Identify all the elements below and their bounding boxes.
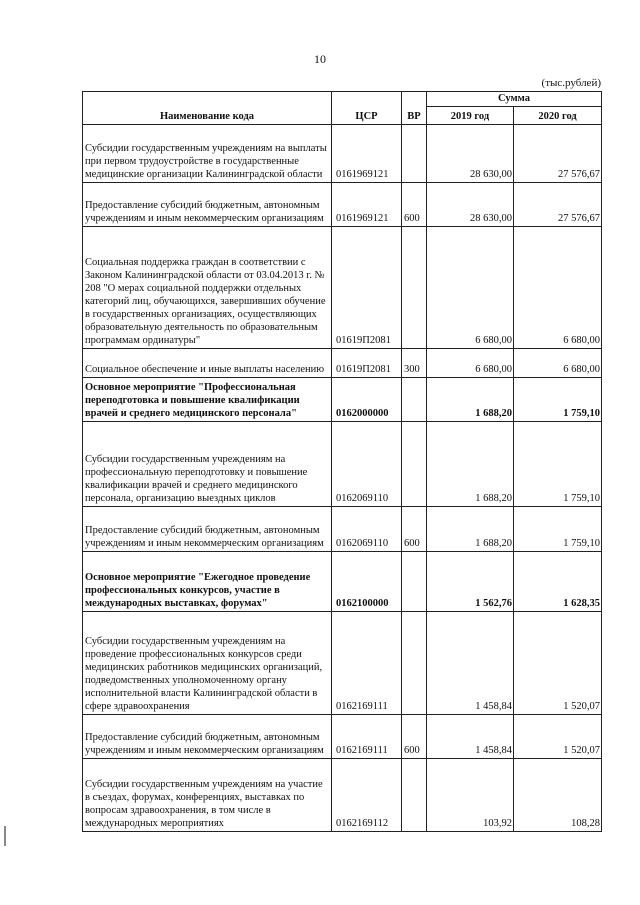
table-row <box>83 715 602 759</box>
row-csr: 0161969121 <box>332 183 402 227</box>
row-2019: 28 630,00 <box>427 183 514 227</box>
row-csr: 0162069110 <box>332 507 402 552</box>
row-name: Основное мероприятие "Профессиональная переподготовка и повышение квалификации врачей и среднего медицинского персонала" <box>83 378 332 422</box>
row-2020: 1 520,07 <box>514 715 602 759</box>
row-2019: 28 630,00 <box>427 125 514 183</box>
row-2019: 6 680,00 <box>427 349 514 378</box>
table-row <box>83 227 602 349</box>
header-2020: 2020 год <box>514 107 602 125</box>
row-csr: 0162069110 <box>332 422 402 507</box>
row-vr: 300 <box>402 349 427 378</box>
row-2020: 1 628,35 <box>514 552 602 612</box>
row-2020: 1 759,10 <box>514 378 602 422</box>
row-vr <box>402 227 427 349</box>
row-name: Социальная поддержка граждан в соответствии с Законом Калининградской области от 03.04.2013 г. № 208 "О мерах социальной поддержки отдельных категорий лиц, обучающихся, завершивших обучение в государственных организациях, осуществляющих образовательную деятельность по образовательным программам ординатуры" <box>83 227 332 349</box>
table-row <box>83 125 602 183</box>
row-2020: 27 576,67 <box>514 125 602 183</box>
units-label: (тыс.рублей) <box>541 77 601 89</box>
row-2020: 1 520,07 <box>514 612 602 715</box>
row-vr <box>402 378 427 422</box>
table-row-main-activity <box>83 378 602 422</box>
row-csr: 0162169111 <box>332 612 402 715</box>
row-name: Субсидии государственным учреждениям на проведение профессиональных конкурсов среди медицинских работников медицинских организаций, подведомственных уполномоченному органу исполнительной власти Калининградской области в сфере здравоохранения <box>83 612 332 715</box>
row-name: Субсидии государственным учреждениям на выплаты при первом трудоустройстве в государственные медицинские организации Калининградской области <box>83 125 332 183</box>
row-csr: 0162169111 <box>332 715 402 759</box>
row-vr: 600 <box>402 183 427 227</box>
table-row <box>83 183 602 227</box>
row-name: Предоставление субсидий бюджетным, автономным учреждениям и иным некоммерческим организациям <box>83 507 332 552</box>
row-2019: 1 458,84 <box>427 715 514 759</box>
row-csr: 01619П2081 <box>332 349 402 378</box>
row-2019: 1 688,20 <box>427 507 514 552</box>
row-2020: 108,28 <box>514 759 602 832</box>
row-2019: 1 688,20 <box>427 422 514 507</box>
table-row <box>83 507 602 552</box>
row-vr: 600 <box>402 507 427 552</box>
table-row <box>83 612 602 715</box>
row-2019: 103,92 <box>427 759 514 832</box>
row-vr <box>402 552 427 612</box>
budget-table <box>82 91 602 832</box>
row-csr: 0162169112 <box>332 759 402 832</box>
row-name: Предоставление субсидий бюджетным, автономным учреждениям и иным некоммерческим организациям <box>83 183 332 227</box>
row-name: Субсидии государственным учреждениям на профессиональную переподготовку и повышение квалификации врачей и среднего медицинского персонала, организацию выездных циклов <box>83 422 332 507</box>
row-2020: 6 680,00 <box>514 227 602 349</box>
row-name: Предоставление субсидий бюджетным, автономным учреждениям и иным некоммерческим организациям <box>83 715 332 759</box>
row-2020: 1 759,10 <box>514 507 602 552</box>
row-csr: 0161969121 <box>332 125 402 183</box>
row-2019: 1 688,20 <box>427 378 514 422</box>
row-2019: 6 680,00 <box>427 227 514 349</box>
row-csr: 01619П2081 <box>332 227 402 349</box>
row-vr <box>402 759 427 832</box>
row-csr: 0162100000 <box>332 552 402 612</box>
table-row <box>83 422 602 507</box>
row-vr <box>402 612 427 715</box>
header-sum: Сумма <box>427 92 602 107</box>
row-name: Субсидии государственным учреждениям на участие в съездах, форумах, конференциях, выставках по вопросам здравоохранения, в том числе в международных мероприятиях <box>83 759 332 832</box>
row-2020: 6 680,00 <box>514 349 602 378</box>
row-vr <box>402 422 427 507</box>
table-row <box>83 759 602 832</box>
row-vr <box>402 125 427 183</box>
row-csr: 0162000000 <box>332 378 402 422</box>
header-csr: ЦСР <box>332 92 402 125</box>
row-2020: 27 576,67 <box>514 183 602 227</box>
row-vr: 600 <box>402 715 427 759</box>
row-2019: 1 458,84 <box>427 612 514 715</box>
header-vr: ВР <box>402 92 427 125</box>
row-name: Социальное обеспечение и иные выплаты населению <box>83 349 332 378</box>
header-name: Наименование кода <box>83 92 332 125</box>
scan-edge-mark <box>4 826 6 846</box>
row-2019: 1 562,76 <box>427 552 514 612</box>
table-row-main-activity <box>83 552 602 612</box>
row-2020: 1 759,10 <box>514 422 602 507</box>
row-name: Основное мероприятие "Ежегодное проведение профессиональных конкурсов, участие в международных выставках, форумах" <box>83 552 332 612</box>
page-number: 10 <box>314 52 326 66</box>
header-2019: 2019 год <box>427 107 514 125</box>
table-row <box>83 349 602 378</box>
